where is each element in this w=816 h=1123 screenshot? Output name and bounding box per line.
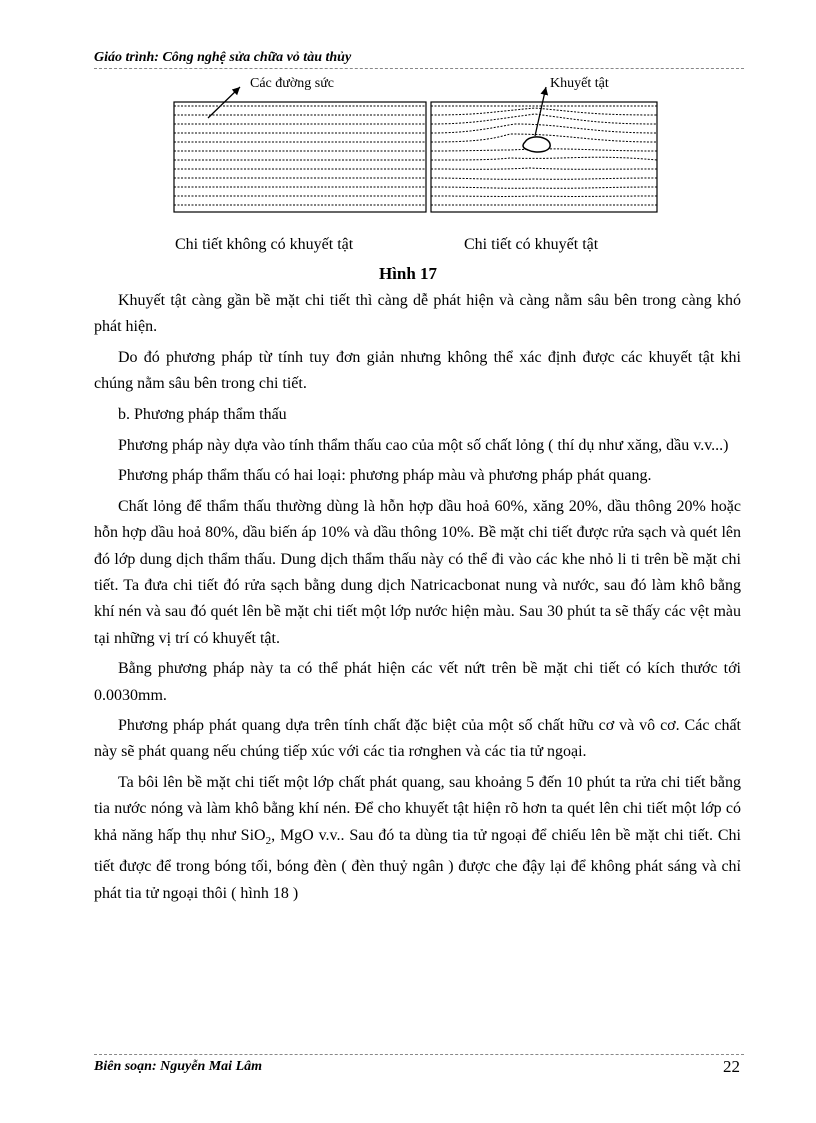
paragraph-part: , MgO v.v.. Sau đó ta dùng tia tử ngoại để chiếu lên bề mặt chi tiết. Chi tiết được để trong bóng tối, bóng đèn ( đèn thuỷ ngân ) được che đậy lại để không phát sáng và chỉ phát tia tử ngoại thôi ( hình 18 ) — [94, 826, 741, 902]
paragraph: Bằng phương pháp này ta có thể phát hiện các vết nứt trên bề mặt chi tiết có kích thước tới 0.0030mm. — [94, 660, 741, 704]
figure-right-box — [431, 87, 657, 212]
paragraph-part: Ta bôi lên bề mặt chi tiết một lớp chất phát quang, sau khoảng 5 đến 10 phút ta rửa chi tiết bằng tia nước nóng và làm khô bằng khí nén. Để cho khuyết tật hiện rõ hơn ta quét lên chi tiết một lớp có khả năng hấp thụ như SiO — [94, 774, 741, 844]
figure-17 — [170, 72, 670, 222]
paragraph: Chất lỏng để thẩm thấu thường dùng là hỗn hợp dầu hoả 60%, xăng 20%, dầu thông 20% hoặc hỗn hợp dầu hoả 80%, dầu biến áp 10% và dầu thông 10%. Bề mặt chi tiết được rửa sạch và quét lên đó lớp dung dịch thẩm thấu. Dung dịch thẩm thấu này có thể đi vào các khe nhỏ li ti trên bề mặt chi tiết. Ta đưa chi tiết đó rửa sạch bằng dung dịch Natricacbonat nung và nước, sau đó làm khô bằng khí nén và sau đó quét lên bề mặt chi tiết một lớp nước hiện màu. Sau 30 phút ta sẽ thấy các vệt màu tại những vị trí có khuyết tật. — [94, 498, 741, 647]
paragraph: Phương pháp thẩm thấu có hai loại: phương pháp màu và phương pháp phát quang. — [118, 467, 652, 485]
page-footer — [94, 1057, 744, 1075]
header-title: Giáo trình: Công nghệ sửa chữa vỏ tàu thủy — [94, 50, 352, 65]
figure-left-box — [174, 87, 426, 212]
paragraph: Phương pháp này dựa vào tính thẩm thấu cao của một số chất lỏng ( thí dụ như xăng, dầu v.v...) — [118, 436, 729, 454]
paragraph: Phương pháp phát quang dựa trên tính chất đặc biệt của một số chất hữu cơ và vô cơ. Các chất này sẽ phát quang nếu chúng tiếp xúc với các tia rơnghen và các tia tử ngoại. — [94, 717, 741, 761]
footer-divider — [94, 1054, 744, 1055]
figure-label-field-lines: Các đường sức — [250, 76, 335, 91]
body-text — [94, 288, 741, 911]
figure-label-defect: Khuyết tật — [550, 76, 609, 91]
paragraph: Do đó phương pháp từ tính tuy đơn giản nhưng không thể xác định được các khuyết tật khi chúng nằm sâu bên trong chi tiết. — [94, 348, 741, 393]
page-header — [94, 50, 744, 69]
paragraph: Khuyết tật càng gần bề mặt chi tiết thì càng dễ phát hiện và càng nằm sâu bên trong càng khó phát hiện. — [94, 292, 741, 336]
paragraph — [94, 770, 741, 907]
defect-shape — [523, 137, 550, 152]
page-number: 22 — [723, 1057, 740, 1076]
figure-title: Hình 17 — [378, 264, 438, 283]
section-heading: b. Phương pháp thẩm thấu — [118, 405, 287, 423]
footer-author: Biên soạn: Nguyễn Mai Lâm — [94, 1059, 263, 1074]
figure-caption-right: Chi tiết có khuyết tật — [464, 236, 599, 253]
subscript: 2 — [265, 834, 272, 847]
figure-caption-left: Chi tiết không có khuyết tật — [175, 236, 354, 253]
